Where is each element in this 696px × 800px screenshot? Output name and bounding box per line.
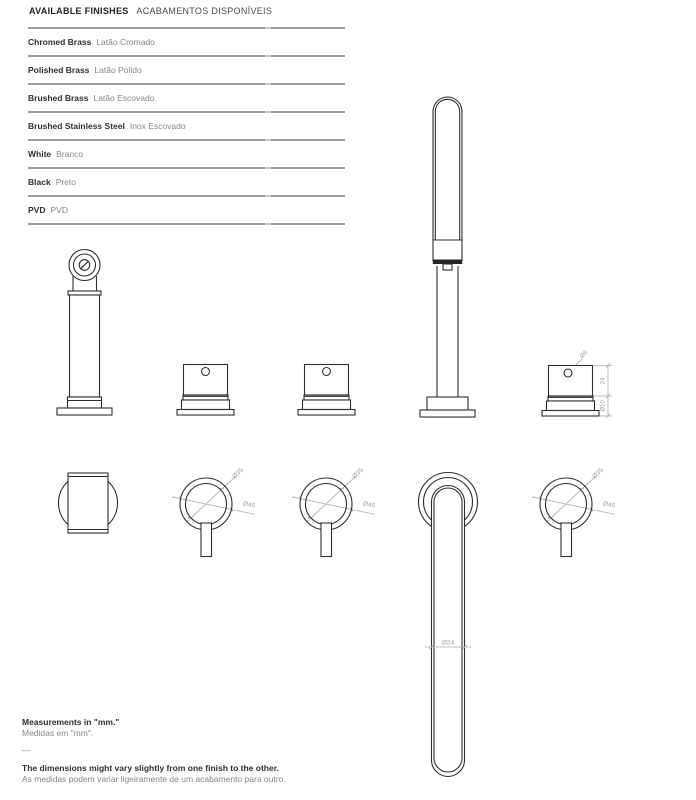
page-title-pt: ACABAMENTOS DISPONÍVEIS — [136, 6, 273, 16]
finish-name-en: Brushed Brass — [28, 93, 89, 103]
rule-tick — [265, 83, 271, 85]
dimension-label-outer: Ø45 — [602, 500, 616, 510]
table-bottom-rule — [28, 223, 345, 225]
sprayer-collar — [68, 291, 101, 295]
finish-row-pvd — [28, 195, 345, 223]
sprayer-top-view — [56, 471, 122, 537]
handle-lever-stem — [321, 523, 332, 557]
handle-base-plate — [298, 410, 355, 416]
note-measurements-pt: Medidas em "mm". — [22, 728, 94, 738]
handle-body — [305, 365, 349, 396]
finish-name-en: White — [28, 149, 52, 159]
spout-top-view — [413, 470, 483, 785]
dimension-label-inner: Ø35 — [351, 466, 365, 481]
finish-row-black — [28, 167, 345, 195]
handle-side-view-1 — [176, 357, 236, 417]
handle-body — [184, 365, 228, 396]
note-divider: — — [22, 745, 31, 755]
finish-name-pt: Branco — [56, 149, 84, 159]
finish-name-pt: Inox Escovado — [129, 121, 186, 131]
handle-top-view-2 — [288, 466, 383, 566]
finish-name-pt: PVD — [50, 205, 68, 215]
rule-tick — [265, 195, 271, 197]
spout-base-plate — [420, 410, 475, 417]
page-title — [29, 6, 272, 16]
hand-sprayer-side-view — [53, 243, 123, 418]
rule-tick — [265, 27, 271, 29]
dimension-label-tube: Ø24 — [441, 639, 455, 647]
handle-lever-stem — [201, 523, 212, 557]
rule-tick — [265, 111, 271, 113]
rule-tick — [265, 139, 271, 141]
dimension-label-hole: Ø6 — [579, 349, 590, 360]
finish-name-en: Brushed Stainless Steel — [28, 121, 125, 131]
valve-side-view-dimensioned — [541, 338, 646, 423]
dimension-label-outer: Ø45 — [362, 500, 376, 510]
handle-side-view-2 — [297, 357, 357, 417]
finish-name-en: Black — [28, 177, 51, 187]
finishes-table — [28, 27, 345, 225]
handle-lever-stem — [561, 523, 572, 557]
rule-tick — [265, 55, 271, 57]
dimension-label-inner: Ø35 — [591, 466, 605, 481]
sprayer-base-plate — [57, 408, 112, 415]
sprayer-top-body — [68, 473, 108, 533]
dimension-label-outer: Ø45 — [242, 500, 256, 510]
rule-tick — [265, 167, 271, 169]
dimension-label-base: Ø10 — [600, 400, 607, 412]
spout-side-view — [415, 95, 480, 420]
note-variance-en: The dimensions might vary slightly from one finish to the other. — [22, 763, 279, 773]
handle-base-plate — [177, 410, 234, 416]
spout-aerator-tip — [443, 264, 452, 270]
dimension-label-inner: Ø35 — [231, 466, 245, 481]
finish-name-en: Chromed Brass — [28, 37, 92, 47]
spout-base-block — [427, 397, 468, 410]
note-variance-pt: As medidas podem variar ligeiramente de um acabamento para outro. — [22, 774, 286, 784]
finish-name-pt: Preto — [55, 177, 77, 187]
finish-row-brushed-stainless-steel — [28, 111, 345, 139]
finish-row-brushed-brass — [28, 83, 345, 111]
finish-name-en: Polished Brass — [28, 65, 90, 75]
footer-notes — [22, 717, 286, 785]
spout-aerator-band — [433, 260, 462, 265]
finish-name-pt: Latão Cromado — [96, 37, 155, 47]
note-measurements-en: Measurements in "mm." — [22, 717, 120, 727]
page-title-en: AVAILABLE FINISHES — [29, 6, 129, 16]
valve-base-plate — [542, 411, 599, 417]
finish-row-white — [28, 139, 345, 167]
finish-name-en: PVD — [28, 205, 46, 215]
sprayer-body — [70, 295, 100, 397]
spout-upper-tube — [433, 97, 462, 261]
finish-row-polished-brass — [28, 55, 345, 83]
finish-name-pt: Latão Polido — [94, 65, 142, 75]
handle-top-view-1 — [168, 466, 263, 566]
handle-top-view-3 — [528, 466, 623, 566]
finish-row-chromed-brass — [28, 27, 345, 55]
dimension-label-body-height: 24 — [600, 377, 607, 385]
finish-name-pt: Latão Escovado — [93, 93, 155, 103]
